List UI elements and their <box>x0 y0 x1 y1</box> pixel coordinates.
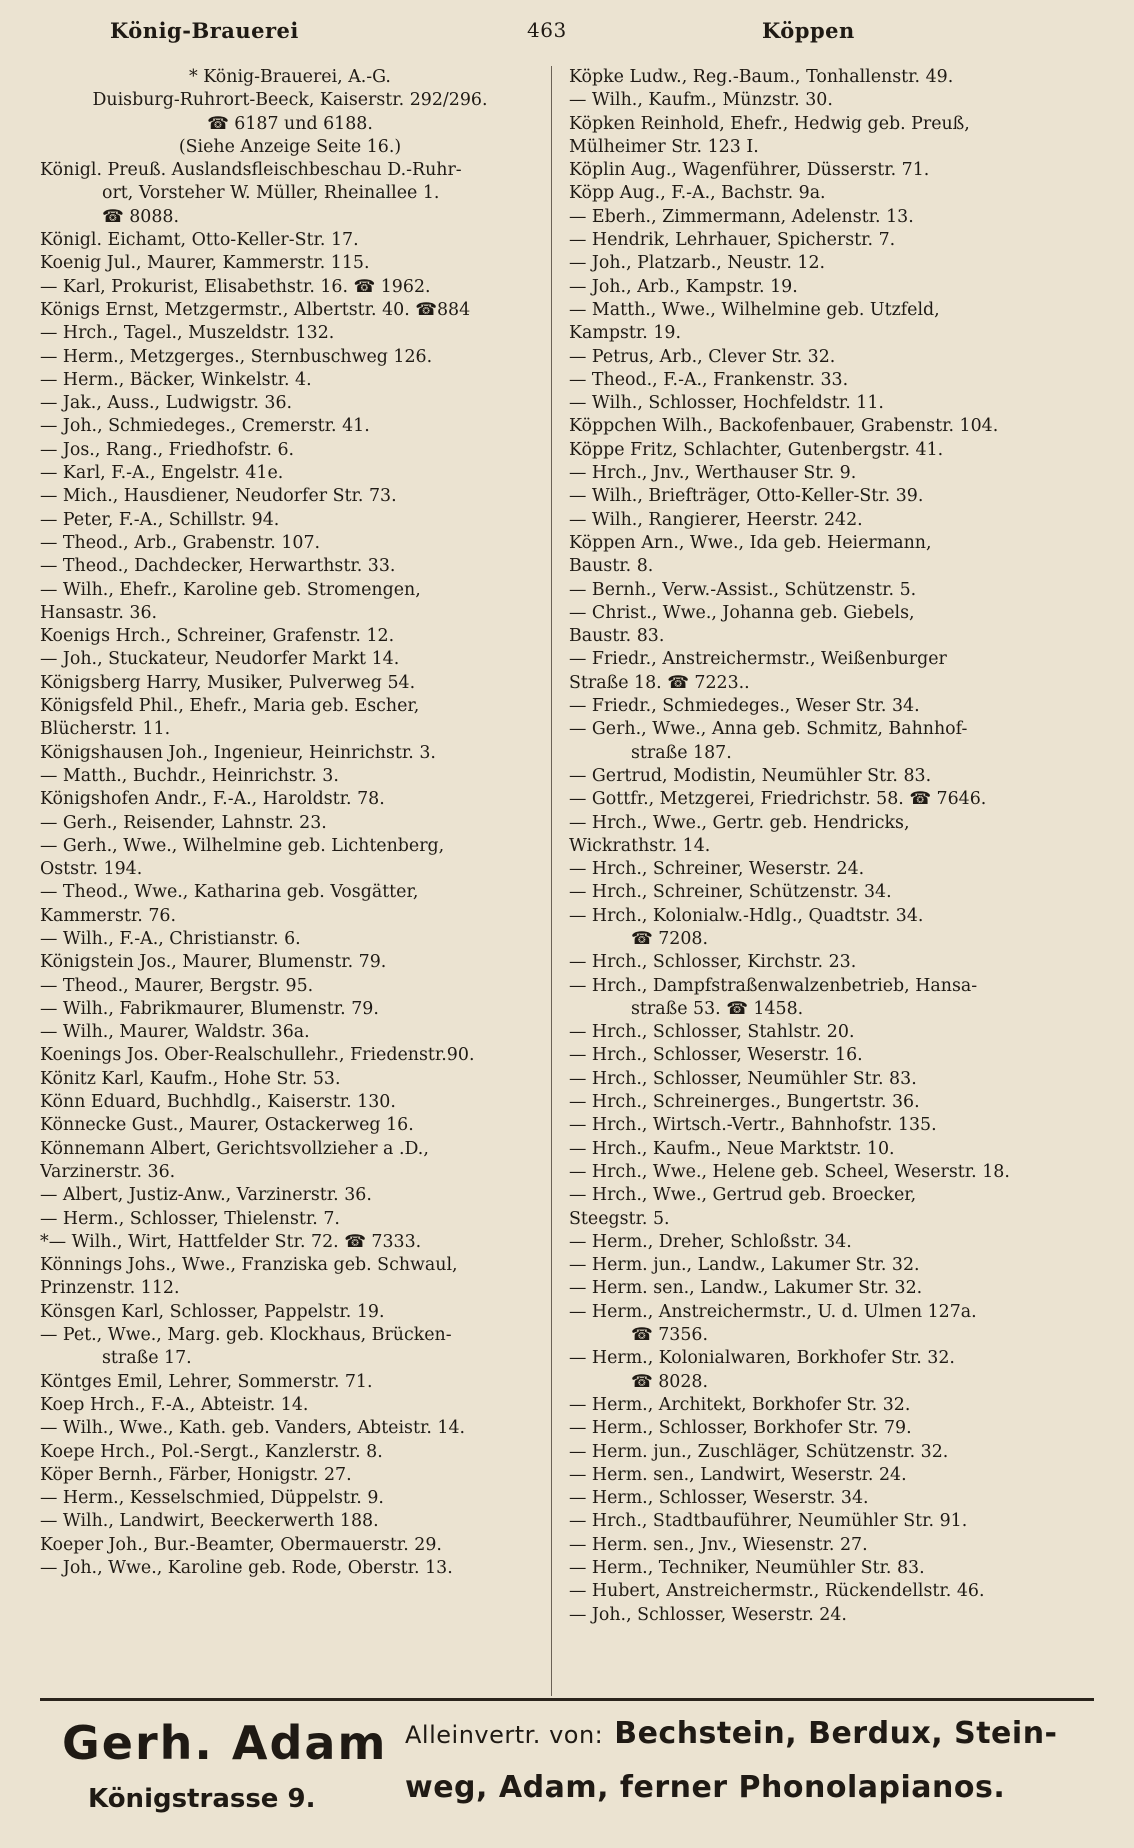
directory-entry-line: Königshausen Joh., Ingenieur, Heinrichstr. 3. <box>40 742 436 763</box>
left-column <box>40 66 540 1580</box>
directory-entry-line: — Jos., Rang., Friedhofstr. 6. <box>40 439 295 460</box>
directory-entry-line: — Hubert, Anstreichermstr., Rückendellstr. 46. <box>569 1581 985 1602</box>
page-number: 463 <box>527 18 567 42</box>
directory-entry-line: Hansastr. 36. <box>40 602 158 623</box>
header-left-keyword: König-Brauerei <box>110 18 299 43</box>
directory-entry-line: — Hrch., Wwe., Gertr. geb. Hendricks, <box>569 812 910 833</box>
directory-entry-line: — Bernh., Verw.-Assist., Schützenstr. 5. <box>569 579 917 600</box>
directory-entry-line: — Gottfr., Metzgerei, Friedrichstr. 58. ☎ 7646. <box>569 789 987 810</box>
directory-entry-line: — Peter, F.-A., Schillstr. 94. <box>40 509 280 530</box>
advert-line-1-prefix: Alleinvertr. von: <box>405 1721 604 1749</box>
directory-entry-line: — Theod., Wwe., Katharina geb. Vosgätter, <box>40 882 419 903</box>
directory-entry-line: Mülheimer Str. 123 I. <box>569 136 759 157</box>
directory-entry-line: ☎ 6187 und 6188. <box>207 113 373 134</box>
directory-entry-line: — Herm. jun., Landw., Lakumer Str. 32. <box>569 1255 920 1276</box>
directory-entry-line: Koenigs Hrch., Schreiner, Grafenstr. 12. <box>40 626 395 647</box>
directory-entry-line: — Gerh., Reisender, Lahnstr. 23. <box>40 812 327 833</box>
advert-line-2: weg, Adam, ferner Phonolapianos. <box>405 1770 1006 1805</box>
directory-entry-line: — Gerh., Wwe., Anna geb. Schmitz, Bahnhof- <box>569 719 968 740</box>
directory-entry-line: — Wilh., Landwirt, Beeckerwerth 188. <box>40 1511 379 1532</box>
directory-entry-line: — Joh., Arb., Kampstr. 19. <box>569 276 798 297</box>
directory-entry-line: Köper Bernh., Färber, Honigstr. 27. <box>40 1464 352 1485</box>
directory-entry-line: Königsberg Harry, Musiker, Pulverweg 54. <box>40 672 416 693</box>
directory-entry-line: Koepe Hrch., Pol.-Sergt., Kanzlerstr. 8. <box>40 1441 383 1462</box>
directory-entry-line: Koenings Jos. Ober-Realschullehr., Friedenstr.90. <box>40 1045 475 1066</box>
directory-entry-line: — Herm. sen., Landw., Lakumer Str. 32. <box>569 1278 923 1299</box>
directory-entry-line: Prinzenstr. 112. <box>40 1278 180 1299</box>
directory-entry-line: Varzinerstr. 36. <box>40 1161 176 1182</box>
directory-entry-line: — Herm., Kesselschmied, Düppelstr. 9. <box>40 1488 384 1509</box>
directory-entry-line: — Herm. jun., Zuschläger, Schützenstr. 32. <box>569 1441 949 1462</box>
directory-entry-line: ☎ 8088. <box>102 206 179 227</box>
directory-entry-line: — Hrch., Schlosser, Kirchstr. 23. <box>569 952 857 973</box>
directory-entry-line: — Hrch., Wwe., Gertrud geb. Broecker, <box>569 1185 917 1206</box>
advert-line-1 <box>405 1716 1058 1751</box>
directory-entry-line: — Petrus, Arb., Clever Str. 32. <box>569 346 836 367</box>
directory-entry-line: ☎ 8028. <box>631 1371 708 1392</box>
directory-entry-line: — Gertrud, Modistin, Neumühler Str. 83. <box>569 765 932 786</box>
directory-entry-line: Oststr. 194. <box>40 859 143 880</box>
directory-entry-line: — Hrch., Schlosser, Weserstr. 16. <box>569 1045 863 1066</box>
directory-entry-line: Königsfeld Phil., Ehefr., Maria geb. Escher, <box>40 696 420 717</box>
directory-entry-line: — Hendrik, Lehrhauer, Spicherstr. 7. <box>569 230 896 251</box>
directory-entry-line: Baustr. 83. <box>569 626 665 647</box>
directory-entry-line: — Herm., Bäcker, Winkelstr. 4. <box>40 369 312 390</box>
directory-entry-line: — Herm., Techniker, Neumühler Str. 83. <box>569 1558 925 1578</box>
directory-entry-line: — Theod., F.-A., Frankenstr. 33. <box>569 369 849 390</box>
directory-entry-line: — Herm., Anstreichermstr., U. d. Ulmen 127a. <box>569 1301 977 1322</box>
directory-entry-line: — Hrch., Schreinerges., Bungertstr. 36. <box>569 1092 920 1113</box>
directory-entry-line: — Herm. sen., Landwirt, Weserstr. 24. <box>569 1464 907 1485</box>
directory-entry-line: Koeper Joh., Bur.-Beamter, Obermauerstr. 29. <box>40 1534 442 1555</box>
directory-entry-line: straße 17. <box>102 1348 192 1369</box>
directory-entry-line: — Herm., Schlosser, Weserstr. 34. <box>569 1488 869 1509</box>
directory-entry-line: Straße 18. ☎ 7223.. <box>569 672 750 693</box>
directory-entry-line: Königl. Eichamt, Otto-Keller-Str. 17. <box>40 230 359 251</box>
directory-entry-line: Köppchen Wilh., Backofenbauer, Grabenstr. 104. <box>569 416 999 437</box>
directory-entry-line: (Siehe Anzeige Seite 16.) <box>178 136 402 157</box>
directory-entry-line: — Gerh., Wwe., Wilhelmine geb. Lichtenberg, <box>40 835 445 856</box>
directory-entry-line: — Matth., Buchdr., Heinrichstr. 3. <box>40 765 339 786</box>
directory-entry-line: ort, Vorsteher W. Müller, Rheinallee 1. <box>102 183 440 204</box>
directory-entry-line: — Wilh., Kaufm., Münzstr. 30. <box>569 90 833 111</box>
directory-entry-line: — Hrch., Kaufm., Neue Marktstr. 10. <box>569 1138 895 1159</box>
directory-entry-line: Kammerstr. 76. <box>40 905 176 926</box>
directory-entry-line: Köpken Reinhold, Ehefr., Hedwig geb. Preuß, <box>569 113 970 134</box>
advert-address: Königstrasse 9. <box>88 1784 316 1814</box>
directory-entry-line: — Hrch., Schreiner, Weserstr. 24. <box>569 859 865 880</box>
directory-entry-line: — Jak., Auss., Ludwigstr. 36. <box>40 393 293 414</box>
directory-entry-line: — Wilh., Schlosser, Hochfeldstr. 11. <box>569 393 884 414</box>
directory-entry-line: — Hrch., Schlosser, Neumühler Str. 83. <box>569 1068 917 1089</box>
advert-line-1-brands: Bechstein, Berdux, Stein- <box>614 1716 1058 1751</box>
directory-entry-line: — Friedr., Anstreichermstr., Weißenburger <box>569 649 947 670</box>
directory-entry-line: — Joh., Schmiedeges., Cremerstr. 41. <box>40 416 370 437</box>
directory-entry-line: Könnings Johs., Wwe., Franziska geb. Schwaul, <box>40 1255 458 1276</box>
directory-entry-line: — Herm., Schlosser, Borkhofer Str. 79. <box>569 1418 912 1439</box>
directory-entry-line: Könitz Karl, Kaufm., Hohe Str. 53. <box>40 1068 341 1089</box>
directory-entry-line: Koep Hrch., F.-A., Abteistr. 14. <box>40 1394 309 1415</box>
directory-entry-line: * König-Brauerei, A.-G. <box>189 67 391 87</box>
directory-entry-line: Steegstr. 5. <box>569 1208 670 1229</box>
directory-entry-line: Könnecke Gust., Maurer, Ostackerweg 16. <box>40 1115 414 1136</box>
directory-entry-line: Wickrathstr. 14. <box>569 835 711 856</box>
directory-entry-line: — Wilh., Maurer, Waldstr. 36a. <box>40 1022 310 1043</box>
directory-entry-line: Köplin Aug., Wagenführer, Düsserstr. 71. <box>569 160 930 181</box>
directory-entry-line: Duisburg-Ruhrort-Beeck, Kaiserstr. 292/296. <box>92 90 488 111</box>
directory-entry-line: — Joh., Platzarb., Neustr. 12. <box>569 253 826 274</box>
directory-entry-line: ☎ 7208. <box>631 928 708 949</box>
directory-entry-line: — Karl, Prokurist, Elisabethstr. 16. ☎ 1962. <box>40 276 431 297</box>
directory-entry-line: — Herm., Architekt, Borkhofer Str. 32. <box>569 1394 911 1415</box>
directory-entry-line: — Herm., Kolonialwaren, Borkhofer Str. 32. <box>569 1348 955 1369</box>
directory-entry-line: *— Wilh., Wirt, Hattfelder Str. 72. ☎ 7333. <box>40 1231 422 1252</box>
directory-entry-line: straße 187. <box>631 742 732 763</box>
directory-entry-line: — Herm., Dreher, Schloßstr. 34. <box>569 1231 852 1252</box>
directory-entry-line: — Hrch., Schreiner, Schützenstr. 34. <box>569 882 892 903</box>
directory-entry-line: straße 53. ☎ 1458. <box>631 998 804 1019</box>
directory-entry-line: — Joh., Stuckateur, Neudorfer Markt 14. <box>40 649 400 670</box>
directory-entry-line: — Wilh., Rangierer, Heerstr. 242. <box>569 509 863 530</box>
directory-entry-line: — Friedr., Schmiedeges., Weser Str. 34. <box>569 696 920 717</box>
directory-entry-line: — Theod., Arb., Grabenstr. 107. <box>40 532 321 553</box>
directory-entry-line: — Herm., Metzgerges., Sternbuschweg 126. <box>40 346 433 367</box>
header-right-keyword: Köppen <box>762 18 855 43</box>
directory-entry-line: — Hrch., Wirtsch.-Vertr., Bahnhofstr. 135. <box>569 1115 937 1136</box>
advertisement <box>40 1704 1094 1834</box>
directory-entry-line: — Hrch., Tagel., Muszeldstr. 132. <box>40 323 335 344</box>
advert-rule <box>40 1698 1094 1701</box>
directory-entry-line: — Herm. sen., Jnv., Wiesenstr. 27. <box>569 1534 868 1555</box>
directory-entry-line: Köppe Fritz, Schlachter, Gutenbergstr. 41. <box>569 439 944 460</box>
directory-entry-line: Blücherstr. 11. <box>40 719 171 740</box>
directory-entry-line: Köntges Emil, Lehrer, Sommerstr. 71. <box>40 1371 373 1392</box>
directory-entry-line: Königl. Preuß. Auslandsfleischbeschau D.-Ruhr- <box>40 160 462 181</box>
directory-entry-line: — Wilh., F.-A., Christianstr. 6. <box>40 928 301 949</box>
directory-entry-line: — Hrch., Schlosser, Stahlstr. 20. <box>569 1022 855 1043</box>
directory-entry-line: Könnemann Albert, Gerichtsvollzieher a .D., <box>40 1138 429 1159</box>
directory-entry-line: — Hrch., Dampfstraßenwalzenbetrieb, Hansa- <box>569 975 978 996</box>
directory-entry-line: Baustr. 8. <box>569 556 654 577</box>
directory-entry-line: Könn Eduard, Buchhdlg., Kaiserstr. 130. <box>40 1092 396 1113</box>
directory-entry-line: Köpp Aug., F.-A., Bachstr. 9a. <box>569 183 826 204</box>
directory-entry-line: Koenig Jul., Maurer, Kammerstr. 115. <box>40 253 370 274</box>
directory-entry-line: ☎ 7356. <box>631 1325 708 1346</box>
directory-entry-line: — Hrch., Wwe., Helene geb. Scheel, Weserstr. 18. <box>569 1161 1010 1182</box>
directory-entry-line: Köppen Arn., Wwe., Ida geb. Heiermann, <box>569 532 932 553</box>
advert-company-name: Gerh. Adam <box>62 1716 388 1770</box>
right-column <box>569 66 1094 1627</box>
directory-entry-line: — Mich., Hausdiener, Neudorfer Str. 73. <box>40 486 397 507</box>
directory-entry-line: Königs Ernst, Metzgermstr., Albertstr. 40. ☎884 <box>40 299 471 320</box>
directory-entry-line: — Theod., Maurer, Bergstr. 95. <box>40 975 314 996</box>
directory-entry-line: — Wilh., Fabrikmaurer, Blumenstr. 79. <box>40 998 379 1019</box>
directory-entry-line: — Joh., Wwe., Karoline geb. Rode, Oberstr. 13. <box>40 1558 453 1578</box>
directory-entry-line: Köpke Ludw., Reg.-Baum., Tonhallenstr. 49. <box>569 67 954 87</box>
directory-entry-line: — Christ., Wwe., Johanna geb. Giebels, <box>569 602 915 623</box>
directory-entry-line: — Albert, Justiz-Anw., Varzinerstr. 36. <box>40 1185 372 1206</box>
directory-entry-line: — Wilh., Ehefr., Karoline geb. Stromengen, <box>40 579 421 600</box>
directory-entry-line: — Eberh., Zimmermann, Adelenstr. 13. <box>569 206 914 227</box>
directory-entry-line: Kampstr. 19. <box>569 323 682 344</box>
directory-entry-line: — Hrch., Stadtbauführer, Neumühler Str. 91. <box>569 1511 968 1532</box>
directory-entry-line: — Hrch., Kolonialw.-Hdlg., Quadtstr. 34. <box>569 905 924 926</box>
column-divider <box>551 66 552 1696</box>
directory-entry-line: — Hrch., Jnv., Werthauser Str. 9. <box>569 463 857 484</box>
directory-entry-line: Könsgen Karl, Schlosser, Pappelstr. 19. <box>40 1301 385 1322</box>
directory-entry-line: Königstein Jos., Maurer, Blumenstr. 79. <box>40 952 387 973</box>
directory-entry-line: — Matth., Wwe., Wilhelmine geb. Utzfeld, <box>569 299 940 320</box>
directory-entry-line: — Wilh., Wwe., Kath. geb. Vanders, Abteistr. 14. <box>40 1418 466 1439</box>
directory-entry-line: — Theod., Dachdecker, Herwarthstr. 33. <box>40 556 396 577</box>
directory-entry-line: — Karl, F.-A., Engelstr. 41e. <box>40 463 284 484</box>
directory-entry-line: — Wilh., Briefträger, Otto-Keller-Str. 39. <box>569 486 924 507</box>
directory-entry-line: — Herm., Schlosser, Thielenstr. 7. <box>40 1208 340 1229</box>
directory-entry-line: Königshofen Andr., F.-A., Haroldstr. 78. <box>40 789 385 810</box>
directory-entry-line: — Pet., Wwe., Marg. geb. Klockhaus, Brücken- <box>40 1325 452 1346</box>
directory-entry-line: — Joh., Schlosser, Weserstr. 24. <box>569 1604 847 1625</box>
